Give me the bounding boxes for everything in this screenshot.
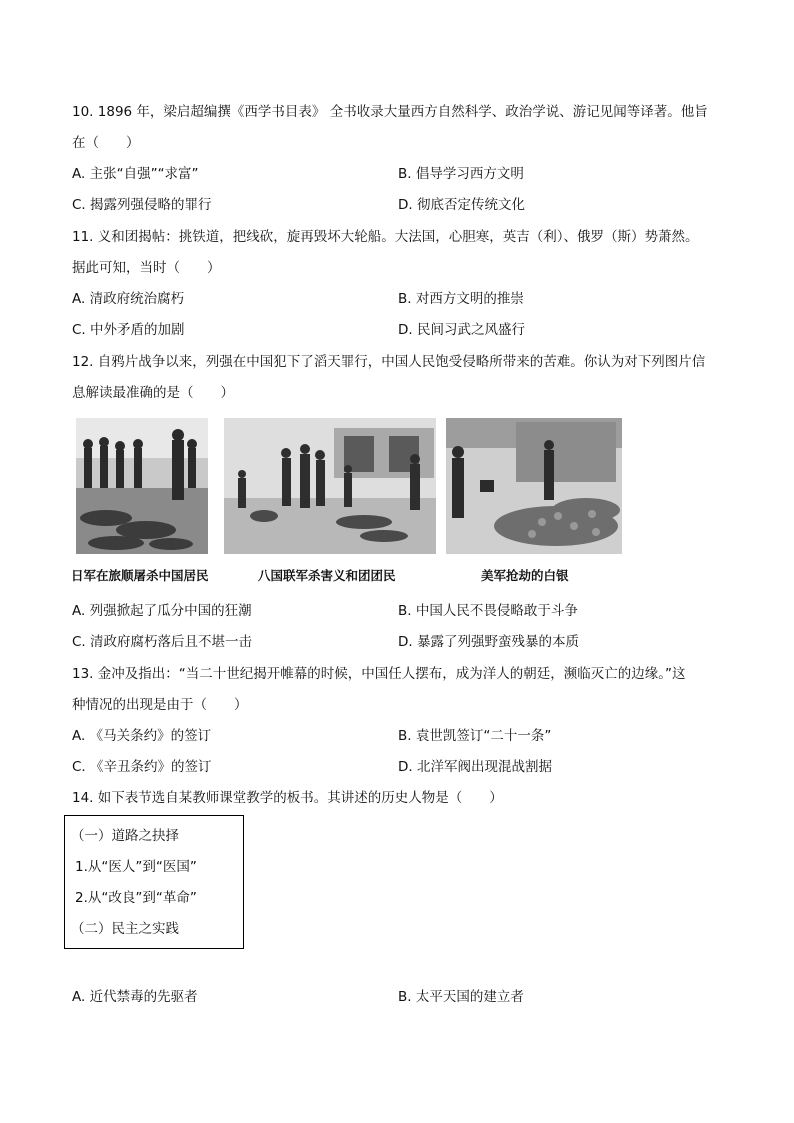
q12-option-c: C. 清政府腐朽落后且不堪一击 (72, 634, 253, 650)
q11-option-c: C. 中外矛盾的加剧 (72, 322, 185, 338)
q10-stem-line2: 在（ ） (72, 135, 140, 151)
q11-stem-line1: 11. 义和团揭帖：挑铁道，把线砍，旋再毁坏大轮船。大法国，心胆寒，英吉（利）、俄罗（斯）势萧然。 (72, 229, 699, 245)
q10-option-c: C. 揭露列强侵略的罪行 (72, 197, 212, 213)
board-line-1: （一）道路之抉择 (71, 828, 179, 844)
photo-caption-2: 八国联军杀害义和团团民 (258, 568, 396, 583)
blackboard-notes-box (64, 815, 244, 949)
q12-stem-line1: 12. 自鸦片战争以来，列强在中国犯下了滔天罪行，中国人民饱受侵略所带来的苦难。你认为对下列图片信 (72, 354, 706, 370)
q10-option-b: B. 倡导学习西方文明 (398, 166, 524, 182)
photo-lushun-massacre (76, 418, 208, 554)
q10-option-a: A. 主张“自强”“求富” (72, 166, 199, 182)
q14-stem: 14. 如下表节选自某教师课堂教学的板书。其讲述的历史人物是（ ） (72, 790, 503, 806)
q12-stem-line2: 息解读最准确的是（ ） (72, 385, 234, 401)
board-line-2: 1.从“医人”到“医国” (75, 859, 197, 875)
q13-option-c: C. 《辛丑条约》的签订 (72, 759, 212, 775)
q13-stem-line2: 种情况的出现是由于（ ） (72, 697, 248, 713)
q12-option-a: A. 列强掀起了瓜分中国的狂潮 (72, 603, 252, 619)
board-line-4: （二）民主之实践 (71, 921, 179, 937)
q14-option-b: B. 太平天国的建立者 (398, 989, 524, 1005)
q12-option-d: D. 暴露了列强野蛮残暴的本质 (398, 634, 579, 650)
photo-eight-nation-alliance (224, 418, 436, 554)
photo-american-looted-silver (446, 418, 622, 554)
q11-option-b: B. 对西方文明的推崇 (398, 291, 524, 307)
q13-option-a: A. 《马关条约》的签订 (72, 728, 212, 744)
photo-caption-1: 日军在旅顺屠杀中国居民 (71, 568, 209, 583)
q11-option-d: D. 民间习武之风盛行 (398, 322, 525, 338)
q11-stem-line2: 据此可知，当时（ ） (72, 260, 221, 276)
q10-stem-line1: 10. 1896 年，梁启超编撰《西学书目表》 全书收录大量西方自然科学、政治学说、游记见闻等译著。他旨 (72, 104, 708, 120)
q14-option-a: A. 近代禁毒的先驱者 (72, 989, 198, 1005)
q13-stem-line1: 13. 金冲及指出：“当二十世纪揭开帷幕的时候，中国任人摆布，成为洋人的朝廷，濒临灭亡的边缘。”这 (72, 666, 686, 682)
photo-caption-3: 美军抢劫的白银 (481, 568, 569, 583)
board-line-3: 2.从“改良”到“革命” (75, 890, 197, 906)
q10-option-d: D. 彻底否定传统文化 (398, 197, 525, 213)
q13-option-d: D. 北洋军阀出现混战割据 (398, 759, 552, 775)
q12-option-b: B. 中国人民不畏侵略敢于斗争 (398, 603, 578, 619)
q11-option-a: A. 清政府统治腐朽 (72, 291, 185, 307)
q13-option-b: B. 袁世凯签订“二十一条” (398, 728, 552, 744)
